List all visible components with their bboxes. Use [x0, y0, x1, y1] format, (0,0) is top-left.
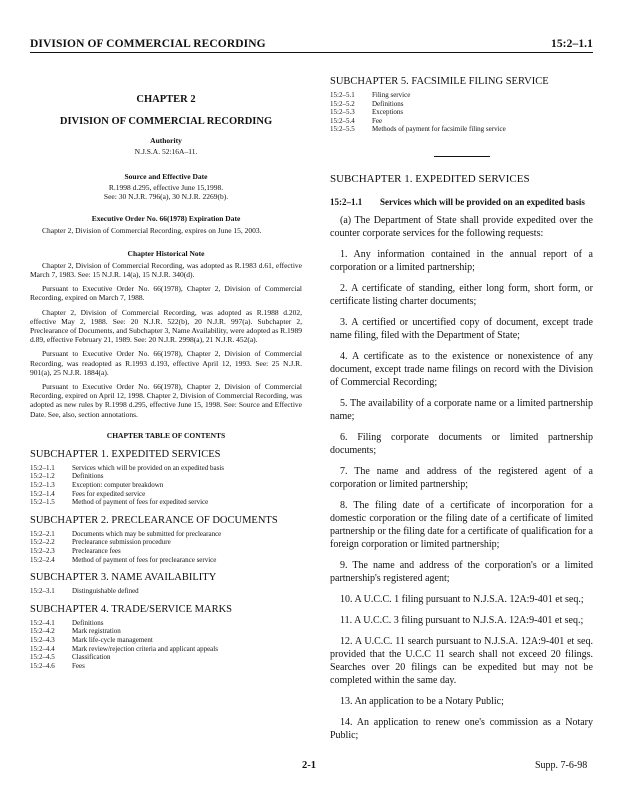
toc-entry-number: 15:2–4.6 — [30, 661, 55, 670]
toc-entry-title: Definitions — [372, 99, 404, 108]
toc-entry[interactable] — [330, 108, 593, 117]
list-item: 5. The availability of a corporate name or a limited partnership name; — [330, 397, 593, 422]
toc-entry[interactable] — [30, 636, 302, 645]
toc-entry[interactable] — [330, 125, 593, 134]
chapter-title: DIVISION OF COMMERCIAL RECORDING — [59, 116, 273, 127]
page-number: 2-1 — [302, 760, 316, 771]
toc-entry-title: Preclearance submission procedure — [72, 538, 171, 547]
section-title: Services which will be provided on an expedited basis — [380, 196, 585, 207]
running-header-section: 15:2–1.1 — [550, 38, 593, 50]
toc-entry-number: 15:2–2.3 — [30, 547, 55, 556]
toc-subchapter — [30, 515, 302, 564]
toc-list — [30, 619, 302, 671]
source-see: See: 30 N.J.R. 796(a), 30 N.J.R. 2269(b). — [103, 192, 229, 202]
toc-entry-number: 15:2–5.1 — [330, 91, 355, 99]
toc-subchapter-heading: SUBCHAPTER 5. FACSIMILE FILING SERVICE — [330, 76, 549, 87]
toc-entry[interactable] — [30, 472, 302, 481]
toc-entry-title: Mark life-cycle management — [72, 635, 153, 644]
toc-entry-title: Fee — [372, 116, 383, 125]
left-column — [30, 82, 302, 670]
toc-subchapter-heading: SUBCHAPTER 2. PRECLEARANCE OF DOCUMENTS — [30, 514, 278, 526]
toc-subchapter — [30, 572, 302, 596]
toc-subchapter-heading: SUBCHAPTER 4. TRADE/SERVICE MARKS — [30, 603, 232, 615]
supplement-date: Supp. 7-6-98 — [535, 760, 588, 771]
running-header-title: DIVISION OF COMMERCIAL RECORDING — [30, 38, 266, 50]
list-item: 11. A U.C.C. 3 filing pursuant to N.J.S.A. 12A:9-401 et seq.; — [340, 614, 584, 626]
toc-entry-title: Filing service — [372, 91, 411, 99]
toc-entry[interactable] — [30, 464, 302, 473]
toc-entry-number: 15:2–4.2 — [30, 627, 55, 636]
list-item: 3. A certified or uncertified copy of document, except trade name filing, filed with the Department of State; — [330, 316, 593, 341]
toc-entry-title: Services which will be provided on an expedited basis — [72, 463, 225, 472]
toc-entry-number: 15:2–1.5 — [30, 498, 55, 507]
source-text: R.1998 d.295, effective June 15,1998. — [108, 183, 224, 193]
toc-entry[interactable] — [30, 556, 302, 565]
toc-entry[interactable] — [30, 538, 302, 547]
toc-subchapter — [330, 76, 593, 134]
toc-list — [330, 91, 593, 134]
list-item: 14. An application to renew one's commission as a Notary Public; — [330, 716, 593, 741]
toc-entry[interactable] — [30, 587, 302, 596]
exec-order-heading: Executive Order No. 66(1978) Expiration Date — [91, 213, 241, 223]
historical-note-heading: Chapter Historical Note — [127, 248, 205, 258]
toc-entry-number: 15:2–2.2 — [30, 538, 55, 547]
list-item: 2. A certificate of standing, either long form, short form, or certificate listing charter documents; — [330, 282, 593, 307]
toc-entry-title: Methods of payment for facsimile filing service — [372, 125, 506, 134]
authority-heading: Authority — [150, 136, 182, 145]
list-item: 10. A U.C.C. 1 filing pursuant to N.J.S.A. 12A:9-401 et seq.; — [340, 593, 584, 605]
running-header — [30, 38, 593, 53]
toc-entry-number: 15:2–4.3 — [30, 635, 55, 644]
toc-entry-title: Exception: computer breakdown — [72, 481, 164, 490]
toc-entry[interactable] — [330, 100, 593, 109]
toc-entry-number: 15:2–2.1 — [30, 529, 55, 538]
toc-entry-number: 15:2–4.1 — [30, 618, 55, 627]
toc-entry-title: Classification — [72, 653, 111, 662]
toc-entry[interactable] — [30, 619, 302, 628]
toc-entry-title: Method of payment of fees for expedited service — [72, 498, 209, 507]
section-divider — [434, 156, 490, 157]
toc-list — [30, 530, 302, 564]
historical-note-paragraph: Pursuant to Executive Order No. 66(1978), Chapter 2, Division of Commercial Recording, expired on March 7, 1988. — [30, 284, 302, 303]
toc-entry-number: 15:2–1.4 — [30, 489, 55, 498]
chapter-label: CHAPTER 2 — [136, 94, 196, 105]
authority-text: N.J.S.A. 52:16A–11. — [134, 147, 198, 156]
toc-entry-number: 15:2–5.4 — [330, 116, 355, 125]
subchapter-heading: SUBCHAPTER 1. EXPEDITED SERVICES — [330, 172, 530, 185]
toc-entry[interactable] — [30, 645, 302, 654]
toc-entry-title: Fees for expedited service — [72, 489, 146, 498]
list-item: 4. A certificate as to the existence or nonexistence of any document, except trade name filings on record with the Division of Commercial Recording; — [330, 350, 593, 388]
toc-entry-title: Definitions — [72, 618, 104, 627]
toc-entry-number: 15:2–2.4 — [30, 555, 55, 564]
toc-entry[interactable] — [30, 530, 302, 539]
exec-order-text: Chapter 2, Division of Commercial Recording, expires on June 15, 2003. — [42, 225, 262, 235]
toc-list — [30, 587, 302, 596]
toc-entry[interactable] — [30, 653, 302, 662]
toc-entry-number: 15:2–4.4 — [30, 644, 55, 653]
toc-entry-number: 15:2–3.1 — [30, 587, 55, 596]
toc-entry[interactable] — [30, 662, 302, 671]
toc-entry-title: Definitions — [72, 472, 104, 481]
toc-entry-title: Mark review/rejection criteria and applicant appeals — [72, 644, 218, 653]
toc-entry-title: Fees — [72, 661, 85, 670]
toc-entry-number: 15:2–1.2 — [30, 472, 55, 481]
toc-entry-title: Exceptions — [372, 108, 404, 117]
toc-entry[interactable] — [30, 481, 302, 490]
toc-entry-title: Preclearance fees — [72, 547, 121, 556]
section-heading — [330, 197, 593, 208]
list-item: 7. The name and address of the registered agent of a corporation or limited partnership; — [330, 465, 593, 490]
toc-entry-title: Documents which may be submitted for preclearance — [72, 529, 222, 538]
toc-subchapter — [30, 449, 302, 507]
toc-subchapter-heading: SUBCHAPTER 3. NAME AVAILABILITY — [30, 572, 217, 584]
list-item: 12. A U.C.C. 11 search pursuant to N.J.S.A. 12A:9-401 et seq. provided that the U.C.C 11 search shall not exceed 20 filings. Searches over 20 filings can be expedited but may not be completed within the same day. — [330, 635, 593, 686]
section-intro: (a) The Department of State shall provide expedited over the counter corporate services for the following requests: — [330, 214, 593, 239]
toc-entry-number: 15:2–1.3 — [30, 481, 55, 490]
historical-note-paragraph: Pursuant to Executive Order No. 66(1978), Chapter 2, Division of Commercial Recording, expired on April 12, 1998. Chapter 2, Division of Commercial Recording, was adopted as new rules by R.1998 d.295, effective June 15, 1998. See: Source and Effective Date. See, also, section annotations. — [30, 382, 302, 419]
toc-subchapter-heading: SUBCHAPTER 1. EXPEDITED SERVICES — [30, 448, 221, 460]
toc-entry-title: Method of payment of fees for preclearance service — [72, 555, 217, 564]
toc-entry[interactable] — [30, 627, 302, 636]
toc-entry-number: 15:2–1.1 — [30, 463, 55, 472]
toc-list — [30, 464, 302, 507]
historical-note-paragraph: Pursuant to Executive Order No. 66(1978), Chapter 2, Division of Commercial Recording, was readopted as R.1993 d.193, effective April 12, 1993. See: 25 N.J.R. 901(a), 25 N.J.R. 1884(a). — [30, 349, 302, 377]
toc-entry[interactable] — [30, 490, 302, 499]
historical-note-paragraph: Chapter 2, Division of Commercial Recording, was adopted as R.1983 d.61, effective March 7, 1983. See: 15 N.J.R. 14(a), 15 N.J.R. 340(d). — [30, 260, 302, 280]
toc-entry[interactable] — [30, 498, 302, 507]
toc-subchapter — [30, 604, 302, 671]
toc-entry-number: 15:2–5.5 — [330, 125, 355, 134]
toc-entry[interactable] — [330, 91, 593, 100]
toc-entry-number: 15:2–5.3 — [330, 108, 355, 117]
source-heading: Source and Effective Date — [124, 172, 208, 182]
list-item: 1. Any information contained in the annual report of a corporation or a limited partnership; — [330, 248, 593, 273]
list-item: 13. An application to be a Notary Public; — [340, 695, 504, 707]
list-item: 8. The filing date of a certificate of incorporation for a domestic corporation or the filing date of a certificate of limited partnership or the filing date for a certificate of qualification for a foreign corporation or limited partnership; — [330, 499, 593, 550]
section-number: 15:2–1.1 — [330, 196, 363, 207]
toc-entry-number: 15:2–5.2 — [330, 99, 355, 108]
right-column — [330, 76, 593, 742]
toc-heading: CHAPTER TABLE OF CONTENTS — [106, 430, 226, 440]
toc-entry-title: Distinguishable defined — [72, 587, 139, 596]
list-item: 6. Filing corporate documents or limited partnership documents; — [330, 431, 593, 456]
list-item: 9. The name and address of the corporation's or a limited partnership's registered agent; — [330, 559, 593, 584]
toc-entry-number: 15:2–4.5 — [30, 653, 55, 662]
historical-note-paragraph: Chapter 2, Division of Commercial Recording, was adopted as R.1988 d.202, effective May 2, 1988. See: 20 N.J.R. 522(b), 20 N.J.R. 997(a). Subchapter 2, Preclearance of Documents, and Subchapter 3, Name Availability, were adopted as R.1989 d.89, effective February 21, 1989. See: 20 N.J.R. 2998(a), 21 N.J.R. 452(a). — [30, 307, 302, 345]
toc-entry[interactable] — [330, 117, 593, 126]
toc-entry[interactable] — [30, 547, 302, 556]
toc-entry-title: Mark registration — [72, 627, 121, 636]
